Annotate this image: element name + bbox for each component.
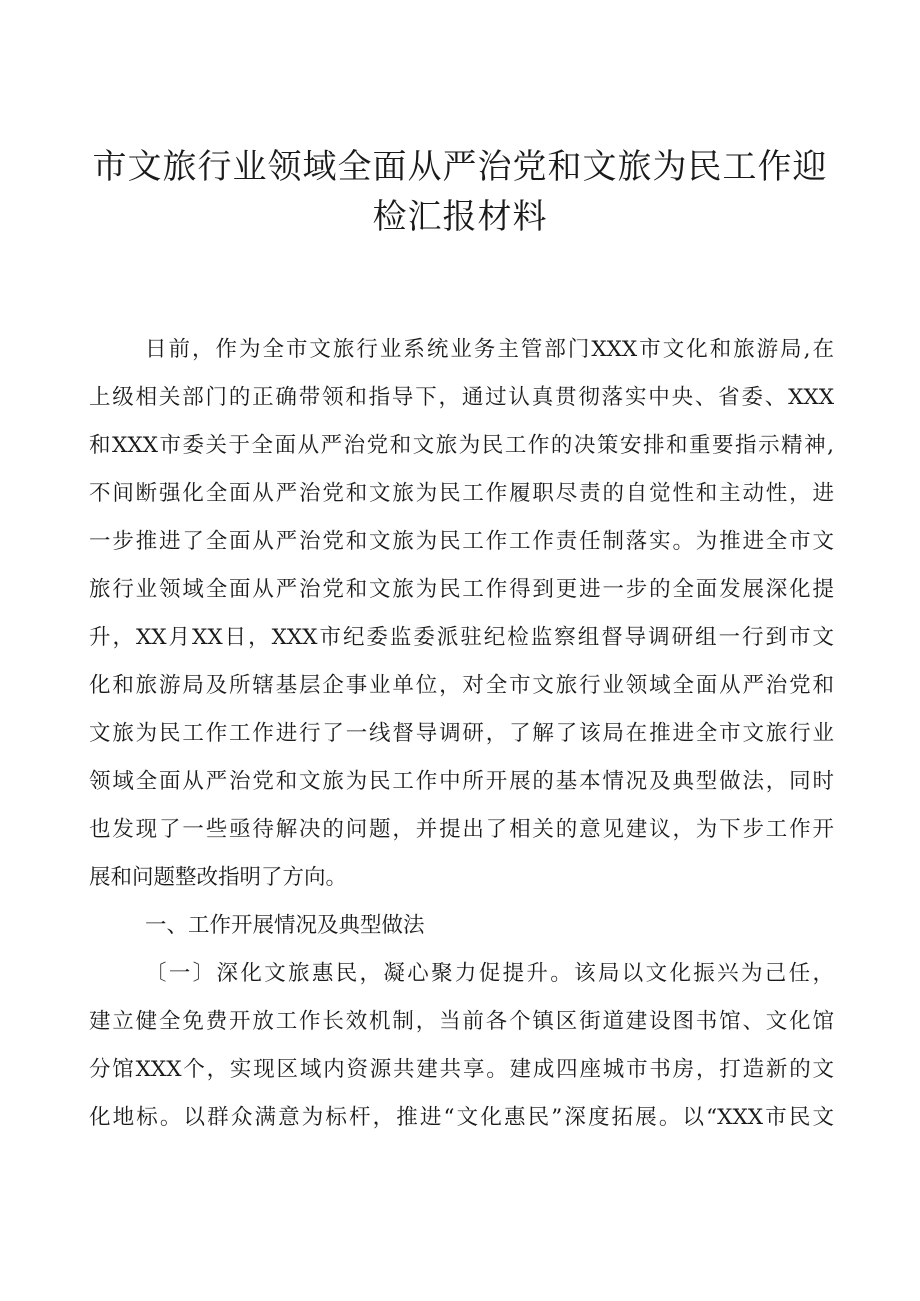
document-title-line-2: 检汇报材料 bbox=[372, 197, 548, 237]
intro-line: 领域全面从严治党和文旅为民工作中所开展的基本情况及典型做法，同时 bbox=[89, 769, 834, 794]
intro-line: 日前，作为全市文旅行业系统业务主管部门XXX市文化和旅游局,在 bbox=[145, 337, 834, 362]
intro-line: 升，XX月XX日，XXX市纪委监委派驻纪检监察组督导调研组一行到市文 bbox=[89, 625, 834, 650]
section-line: 分馆XXX个，实现区域内资源共建共享。建成四座城市书房，打造新的文 bbox=[89, 1057, 834, 1082]
section-line: 化地标。以群众满意为标杆，推进“文化惠民”深度拓展。以“XXX市民文 bbox=[89, 1105, 834, 1130]
intro-line: 旅行业领域全面从严治党和文旅为民工作得到更进一步的全面发展深化提 bbox=[89, 577, 834, 602]
intro-line: 上级相关部门的正确带领和指导下，通过认真贯彻落实中央、省委、XXX bbox=[89, 385, 834, 410]
intro-line: 一步推进了全面从严治党和文旅为民工作工作责任制落实。为推进全市文 bbox=[89, 529, 834, 554]
intro-line: 不间断强化全面从严治党和文旅为民工作履职尽责的自觉性和主动性，进 bbox=[89, 481, 834, 506]
section-heading: 一、工作开展情况及典型做法 bbox=[145, 913, 425, 938]
section-line: 建立健全免费开放工作长效机制，当前各个镇区街道建设图书馆、文化馆 bbox=[89, 1009, 834, 1034]
intro-line: 和XXX市委关于全面从严治党和文旅为民工作的决策安排和重要指示精神, bbox=[89, 433, 834, 458]
document-title-line-1: 市文旅行业领域全面从严治党和文旅为民工作迎 bbox=[92, 147, 828, 187]
intro-line: 化和旅游局及所辖基层企事业单位，对全市文旅行业领域全面从严治党和 bbox=[89, 673, 834, 698]
section-line: 〔一〕深化文旅惠民，凝心聚力促提升。该局以文化振兴为己任， bbox=[145, 961, 834, 986]
intro-line: 也发现了一些亟待解决的问题，并提出了相关的意见建议，为下步工作开 bbox=[89, 817, 834, 842]
intro-line: 文旅为民工作工作进行了一线督导调研，了解了该局在推进全市文旅行业 bbox=[89, 721, 834, 746]
intro-line-last: 展和问题整改指明了方向。 bbox=[89, 865, 348, 890]
